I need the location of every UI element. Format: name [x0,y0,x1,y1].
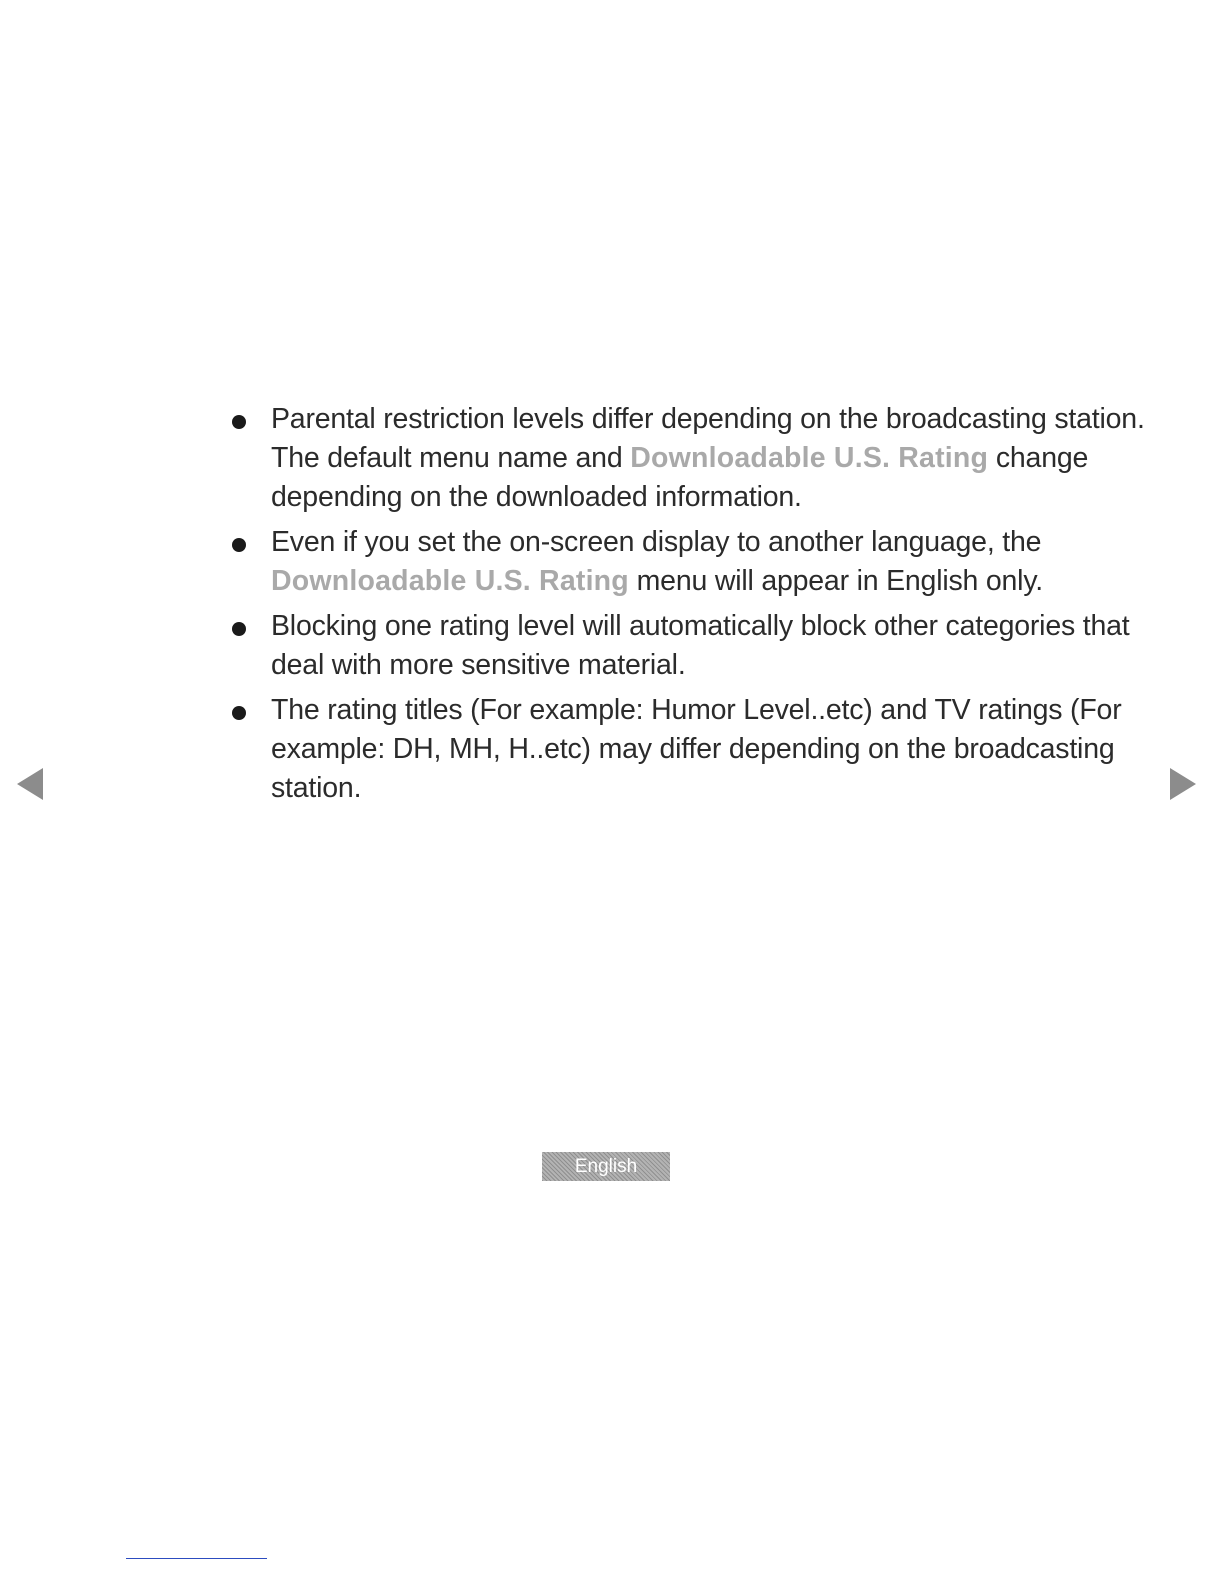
note-text [271,610,1129,681]
bullet-icon [232,706,246,720]
menu-name-highlight: Downloadable U.S. Rating [271,565,629,597]
note-item [228,400,1168,517]
note-text-part: Blocking one rating level will automatically block other categories that deal with more sensitive material. [271,610,1130,681]
note-text [271,526,1043,597]
menu-name-highlight: Downloadable U.S. Rating [630,442,989,474]
note-text [271,403,1145,513]
footer-link-underline [126,1558,267,1559]
bullet-icon [232,415,246,429]
previous-page-arrow-icon[interactable] [17,768,43,800]
note-text-part: change depending on the downloaded information. [271,442,1089,513]
language-badge[interactable]: English [542,1152,670,1181]
note-item [228,523,1168,601]
note-text-part: Even if you set the on-screen display to another language, the [271,526,1042,558]
note-text-part: menu will appear in English only. [628,565,1043,597]
bullet-icon [232,538,246,552]
note-item [228,691,1168,808]
note-item [228,607,1168,685]
notes-list [228,400,1168,814]
bullet-icon [232,622,246,636]
note-text [271,694,1122,804]
note-text-part: The rating titles (For example: Humor Level..etc) and TV ratings (For example: DH, MH, H..etc) may differ depending on the broadcasting station. [271,694,1122,804]
note-text-part: Parental restriction levels differ depending on the broadcasting station. The default menu name and [271,403,1145,474]
next-page-arrow-icon[interactable] [1170,768,1196,800]
